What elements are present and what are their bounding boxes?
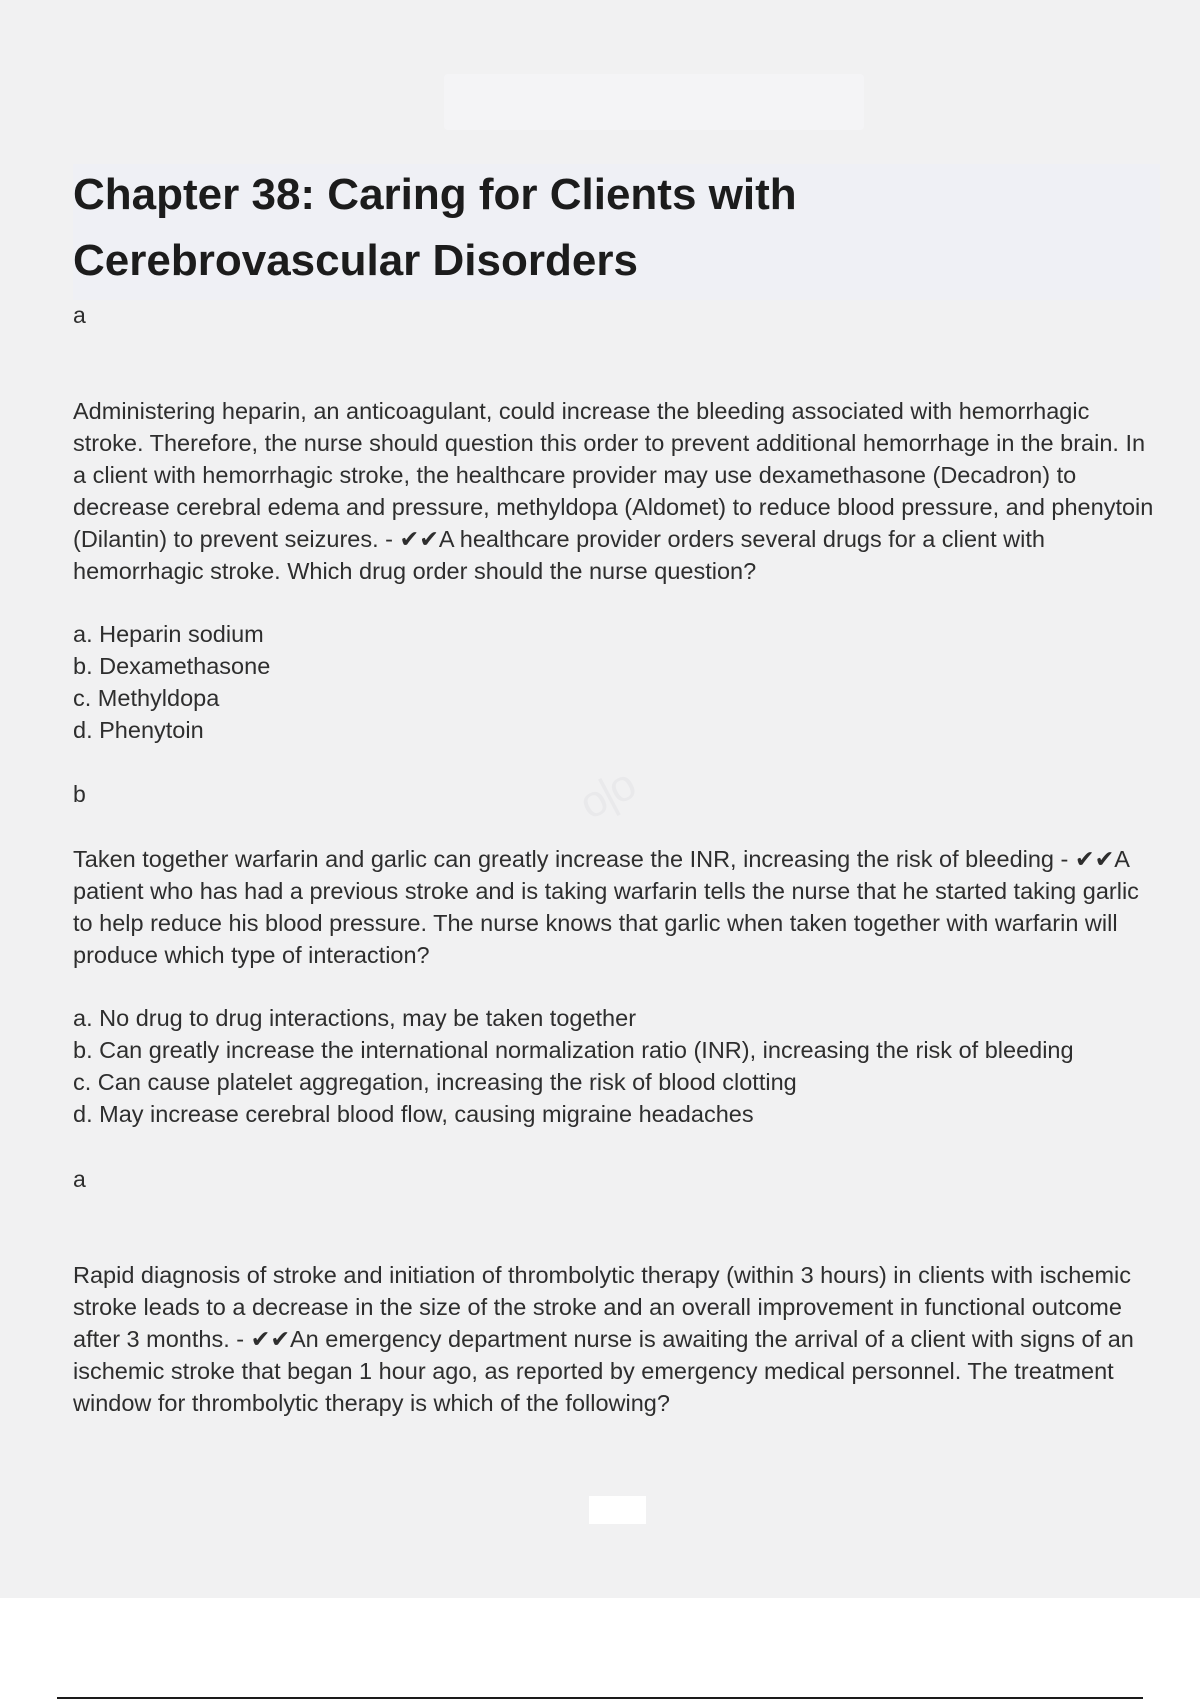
card-2-option-d: d. May increase cerebral blood flow, causing migraine headaches	[73, 1101, 754, 1127]
card-1-option-b: b. Dexamethasone	[73, 653, 271, 679]
card-1-option-c: c. Methyldopa	[73, 685, 220, 711]
card-3-text: Rapid diagnosis of stroke and initiation of thrombolytic therapy (within 3 hours) in clients with ischemic stroke leads to a decrease in the size of the stroke and an overall improvement in functional outcome after 3 months. - ✔✔An emergency department nurse is awaiting the arrival of a client with signs of an ischemic stroke that began 1 hour ago, as reported by emergency medical personnel. The treatment window for thrombolytic therapy is which of the following?	[73, 1262, 1134, 1416]
card-1-option-d: d. Phenytoin	[73, 717, 204, 743]
card-2-text: Taken together warfarin and garlic can greatly increase the INR, increasing the risk of bleeding - ✔✔A patient who has had a previous stroke and is taking warfarin tells the nurse that he started taking garlic to help reduce his blood pressure. The nurse knows that garlic when taken together with warfarin will produce which type of interaction?	[73, 846, 1139, 968]
card-1-answer: a	[73, 302, 86, 328]
page-marker	[589, 1496, 646, 1524]
card-2-option-a: a. No drug to drug interactions, may be taken together	[73, 1005, 637, 1031]
blurred-header	[444, 74, 864, 130]
watermark-logo: o|o	[571, 760, 643, 829]
card-3-answer: a	[73, 1166, 86, 1192]
footer-rule	[57, 1697, 1143, 1699]
card-1-option-a: a. Heparin sodium	[73, 621, 264, 647]
page-title: Chapter 38: Caring for Clients with Cerebrovascular Disorders	[73, 170, 797, 285]
card-1-options	[73, 618, 270, 746]
card-2-option-c: c. Can cause platelet aggregation, increasing the risk of blood clotting	[73, 1069, 797, 1095]
card-1-text: Administering heparin, an anticoagulant, could increase the bleeding associated with hemorrhagic stroke. Therefore, the nurse should question this order to prevent additional hemorrhage in the brain. In a client with hemorrhagic stroke, the healthcare provider may use dexamethasone (Decadron) to decrease cerebral edema and pressure, methyldopa (Aldomet) to reduce blood pressure, and phenytoin (Dilantin) to prevent seizures. - ✔✔A healthcare provider orders several drugs for a client with hemorrhagic stroke. Which drug order should the nurse question?	[73, 398, 1154, 584]
card-2-options	[73, 1002, 1074, 1130]
card-2-option-b: b. Can greatly increase the international normalization ratio (INR), increasing the risk of bleeding	[73, 1037, 1074, 1063]
card-2-answer: b	[73, 781, 86, 807]
